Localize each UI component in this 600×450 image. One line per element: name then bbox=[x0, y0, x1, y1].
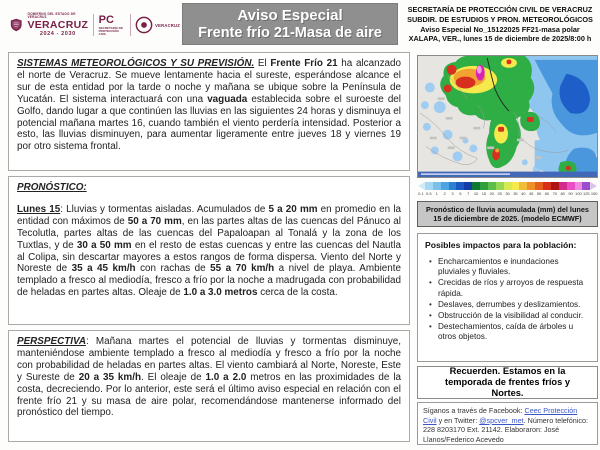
scale-color-cell bbox=[456, 182, 464, 190]
text-segment: en el resto de estas cuencas y entre las cuencas del Nautla al Colipa, sin descartar mayores a estos rangos de forma dispersa. Viento del Norte y Noreste de bbox=[17, 239, 401, 275]
text-segment: en promedio en la entidad con máximos de bbox=[17, 203, 401, 227]
scale-color-cell bbox=[496, 182, 504, 190]
scale-tick-label: 125 bbox=[582, 191, 590, 196]
scale-color-cell bbox=[543, 182, 551, 190]
text-segment: vaguada bbox=[207, 93, 248, 105]
scale-tick-label: 1 bbox=[435, 191, 438, 196]
scale-tick-label: 35 bbox=[513, 191, 518, 196]
scale-color-cell bbox=[488, 182, 496, 190]
precipitation-forecast-map bbox=[417, 55, 598, 178]
pronostico-heading bbox=[17, 182, 401, 194]
scale-tick-label: 25 bbox=[497, 191, 502, 196]
text-segment: con rachas de bbox=[135, 263, 211, 275]
scale-color-cell bbox=[512, 182, 520, 190]
text-segment: ha alcanzado el norte de Veracruz. Se mueve lentamente hacia el sureste, esperándose alcance el sur de esta entidad por la tarde o noche y mañana se ubique sobre la Península de Yucatán. El sistema interactuará con una bbox=[17, 58, 401, 105]
text-segment: 5 a 20 mm bbox=[268, 203, 318, 215]
scale-color-cell bbox=[504, 182, 512, 190]
scale-color-cell bbox=[590, 182, 598, 190]
scale-color-cell bbox=[519, 182, 527, 190]
text-segment: a nivel de playa. Ambiente templado a fresco al mediodía, fresco a frío por la noche a madrugada con probabilidad de heladas en partes altas. Oleaje de bbox=[17, 263, 401, 299]
scale-tick-label: 20 bbox=[489, 191, 495, 196]
scale-color-cell bbox=[551, 182, 559, 190]
scale-color-cell bbox=[527, 182, 535, 190]
scale-tick-label: 60 bbox=[544, 191, 550, 196]
scale-tick-label: 70 bbox=[552, 191, 558, 196]
text-segment: 50 a 70 mm bbox=[127, 215, 182, 227]
scale-tick-label: 10 bbox=[473, 191, 479, 196]
text-segment: Frente Frío 21 bbox=[270, 58, 338, 69]
text-segment: Síganos a través de Facebook: bbox=[423, 406, 525, 415]
sistemas-paragraph bbox=[17, 58, 401, 153]
scale-tick-label: 2 bbox=[443, 191, 446, 196]
text-segment: SISTEMAS METEOROLÓGICOS Y SU PREVISIÓN. bbox=[17, 58, 255, 69]
impacts-list bbox=[425, 257, 590, 343]
pc-wordmark: PC bbox=[98, 13, 114, 26]
precip-color-scale bbox=[417, 182, 598, 190]
text-segment: , en las partes altas de las cuencas del Pánuco al Tecolutla, partes altas de las cuencas del Papaloapan al Tonalá y la zona de los Tuxtlas, y de bbox=[17, 215, 401, 251]
title-banner bbox=[182, 3, 398, 45]
scale-tick-label: 7 bbox=[467, 191, 470, 196]
impact-item: • Crecidas de ríos y arroyos de respuesta rápida. bbox=[429, 278, 590, 298]
text-segment: establecida sobre el suroeste del Golfo, dando lugar a que continúen las lluvias en las siguientes 24 horas y disminuya el potencial mañana martes 16, cuando también el viento perdería intensidad. Posterior a esto, las lluvias disminuyen, para aumentar ligeramente entre jueves 18 y viernes 19 por otro sistema frontal. bbox=[17, 93, 401, 153]
term-years: 2024 - 2030 bbox=[39, 30, 76, 37]
scale-color-cell bbox=[575, 182, 583, 190]
scale-tick-label: 45 bbox=[528, 191, 534, 196]
pc-wordmark-block bbox=[99, 15, 125, 36]
impact-item: • Encharcamientos e inundaciones pluviales y fluviales. bbox=[429, 257, 590, 277]
impacts-title: Posibles impactos para la población: bbox=[425, 240, 577, 250]
scale-color-cell bbox=[567, 182, 575, 190]
section-pronostico bbox=[8, 176, 410, 325]
text-segment: y en Twitter: bbox=[436, 415, 480, 425]
advisory-subtitle: Frente frío 21-Masa de aire bbox=[198, 24, 382, 41]
scale-tick-label: 15 bbox=[481, 191, 487, 196]
logo-strip bbox=[10, 6, 180, 44]
perspectiva-paragraph bbox=[17, 336, 401, 419]
text-segment: El bbox=[254, 58, 271, 69]
veracruz-shield-logo bbox=[10, 10, 22, 40]
text-segment: : Lluvias y tormentas aisladas. Acumulados de bbox=[60, 203, 269, 215]
contact-footer bbox=[417, 402, 598, 445]
text-segment: metros en las proximidades de la costa, decreciendo. Por lo anterior, este será el último aviso especial en relación con el frente frío 21 y su masa de aire polar, recomendándose mantenerse informado del pronóstico del tiempo. bbox=[17, 371, 402, 419]
impact-item: • Obstrucción de la visibilidad al conducir. bbox=[429, 311, 590, 321]
pc-sublabel: SECRETARÍA DE PROTECCIÓN CIVIL bbox=[98, 25, 123, 36]
text-segment: . El oleaje de bbox=[140, 371, 206, 383]
government-wordmark bbox=[27, 13, 88, 37]
section-perspectiva bbox=[8, 330, 410, 442]
scale-tick-label: 40 bbox=[521, 191, 526, 196]
text-segment: 1.0 a 2.0 bbox=[205, 371, 247, 383]
scale-color-cell bbox=[582, 182, 590, 190]
org-line-2: SUBDIR. DE ESTUDIOS Y PRON. METEOROLÓGICOS bbox=[407, 14, 593, 24]
scale-tick-label: 150 bbox=[590, 191, 598, 196]
section-sistemas-meteorologicos bbox=[8, 52, 410, 171]
scale-tick-label: 50 bbox=[536, 191, 542, 196]
seal-label: VERACRUZ bbox=[155, 22, 181, 28]
text-segment: Lunes 15 bbox=[17, 203, 61, 215]
scale-color-cell bbox=[464, 182, 472, 190]
impacts-box bbox=[417, 233, 598, 362]
text-segment: 1.0 a 3.0 metros bbox=[183, 287, 258, 299]
precip-scale-labels bbox=[417, 191, 598, 196]
scale-color-cell bbox=[535, 182, 543, 190]
spc-circle-logo bbox=[135, 16, 153, 34]
impact-item: • Destechamientos, caída de árboles u otros objetos. bbox=[429, 322, 590, 342]
scale-color-cell bbox=[441, 182, 449, 190]
footer-link[interactable]: Ceec Protección Civil bbox=[423, 406, 578, 425]
footer-link[interactable]: @spcver_met bbox=[479, 415, 524, 425]
pronostico-paragraph bbox=[17, 204, 401, 299]
reminder-box: Recuerden. Estamos en la temporada de frentes fríos y Nortes. bbox=[417, 366, 598, 399]
scale-color-cell bbox=[472, 182, 480, 190]
scale-color-cell bbox=[480, 182, 488, 190]
scale-color-cell bbox=[559, 182, 567, 190]
impact-item: • Deslaves, derrumbes y deslizamientos. bbox=[429, 300, 590, 310]
scale-tick-label: 80 bbox=[560, 191, 565, 196]
scale-tick-label: 3 bbox=[451, 191, 454, 196]
org-line-1: SECRETARÍA DE PROTECCIÓN CIVIL DE VERACRUZ bbox=[407, 5, 593, 14]
scale-color-cell bbox=[433, 182, 441, 190]
scale-tick-label: 0.1 bbox=[418, 191, 424, 196]
text-segment: : Mañana martes el potencial de lluvias y tormentas disminuye, manteniéndose ambiente templado a fresco al mediodía y fresco a frío por la noche con probabilidad de heladas en partes altas. El viento cambiará al Norte, Noreste, Este y Sureste de bbox=[17, 336, 401, 383]
spc-seal-block bbox=[135, 16, 180, 34]
scale-color-cell bbox=[425, 182, 433, 190]
org-line-3: Aviso Especial No_15122025 FF21-masa polar bbox=[420, 24, 580, 34]
veracruz-wordmark: VERACRUZ bbox=[27, 19, 89, 32]
text-segment: . Número telefónico: 228 8203170 Ext. 21142. Elaboraron: José Llanos/Federico Acevedo bbox=[423, 415, 588, 444]
org-header-block bbox=[401, 5, 599, 44]
precipitation-map-graphic bbox=[418, 56, 597, 177]
text-segment: PERSPECTIVA bbox=[17, 336, 86, 347]
advisory-title: Aviso Especial bbox=[237, 6, 343, 24]
scale-tick-label: 0.5 bbox=[426, 191, 432, 196]
scale-tick-label: 100 bbox=[575, 191, 582, 196]
scale-color-cell bbox=[417, 182, 425, 190]
government-label: GOBIERNO DEL ESTADO DE VERACRUZ bbox=[27, 11, 76, 19]
org-line-4: XALAPA, VER., lunes 15 de diciembre de 2025/8:00 h bbox=[408, 34, 592, 44]
text-segment: 30 a 50 mm bbox=[76, 239, 132, 251]
text-segment: 20 a 35 km/h bbox=[78, 371, 141, 383]
map-caption: Pronóstico de lluvia acumulada (mm) del lunes 15 de diciembre de 2025. (modelo ECMWF) bbox=[417, 201, 598, 227]
text-segment: 35 a 45 km/h bbox=[71, 263, 136, 275]
text-segment: cerca de la costa. bbox=[257, 287, 338, 299]
scale-tick-label: 5 bbox=[459, 191, 462, 196]
scale-tick-label: 90 bbox=[568, 191, 573, 196]
spacer bbox=[17, 194, 401, 204]
text-segment: 55 a 70 km/h bbox=[210, 263, 275, 275]
scale-color-cell bbox=[449, 182, 457, 190]
text-segment: PRONÓSTICO: bbox=[17, 182, 87, 193]
scale-tick-label: 30 bbox=[505, 191, 510, 196]
